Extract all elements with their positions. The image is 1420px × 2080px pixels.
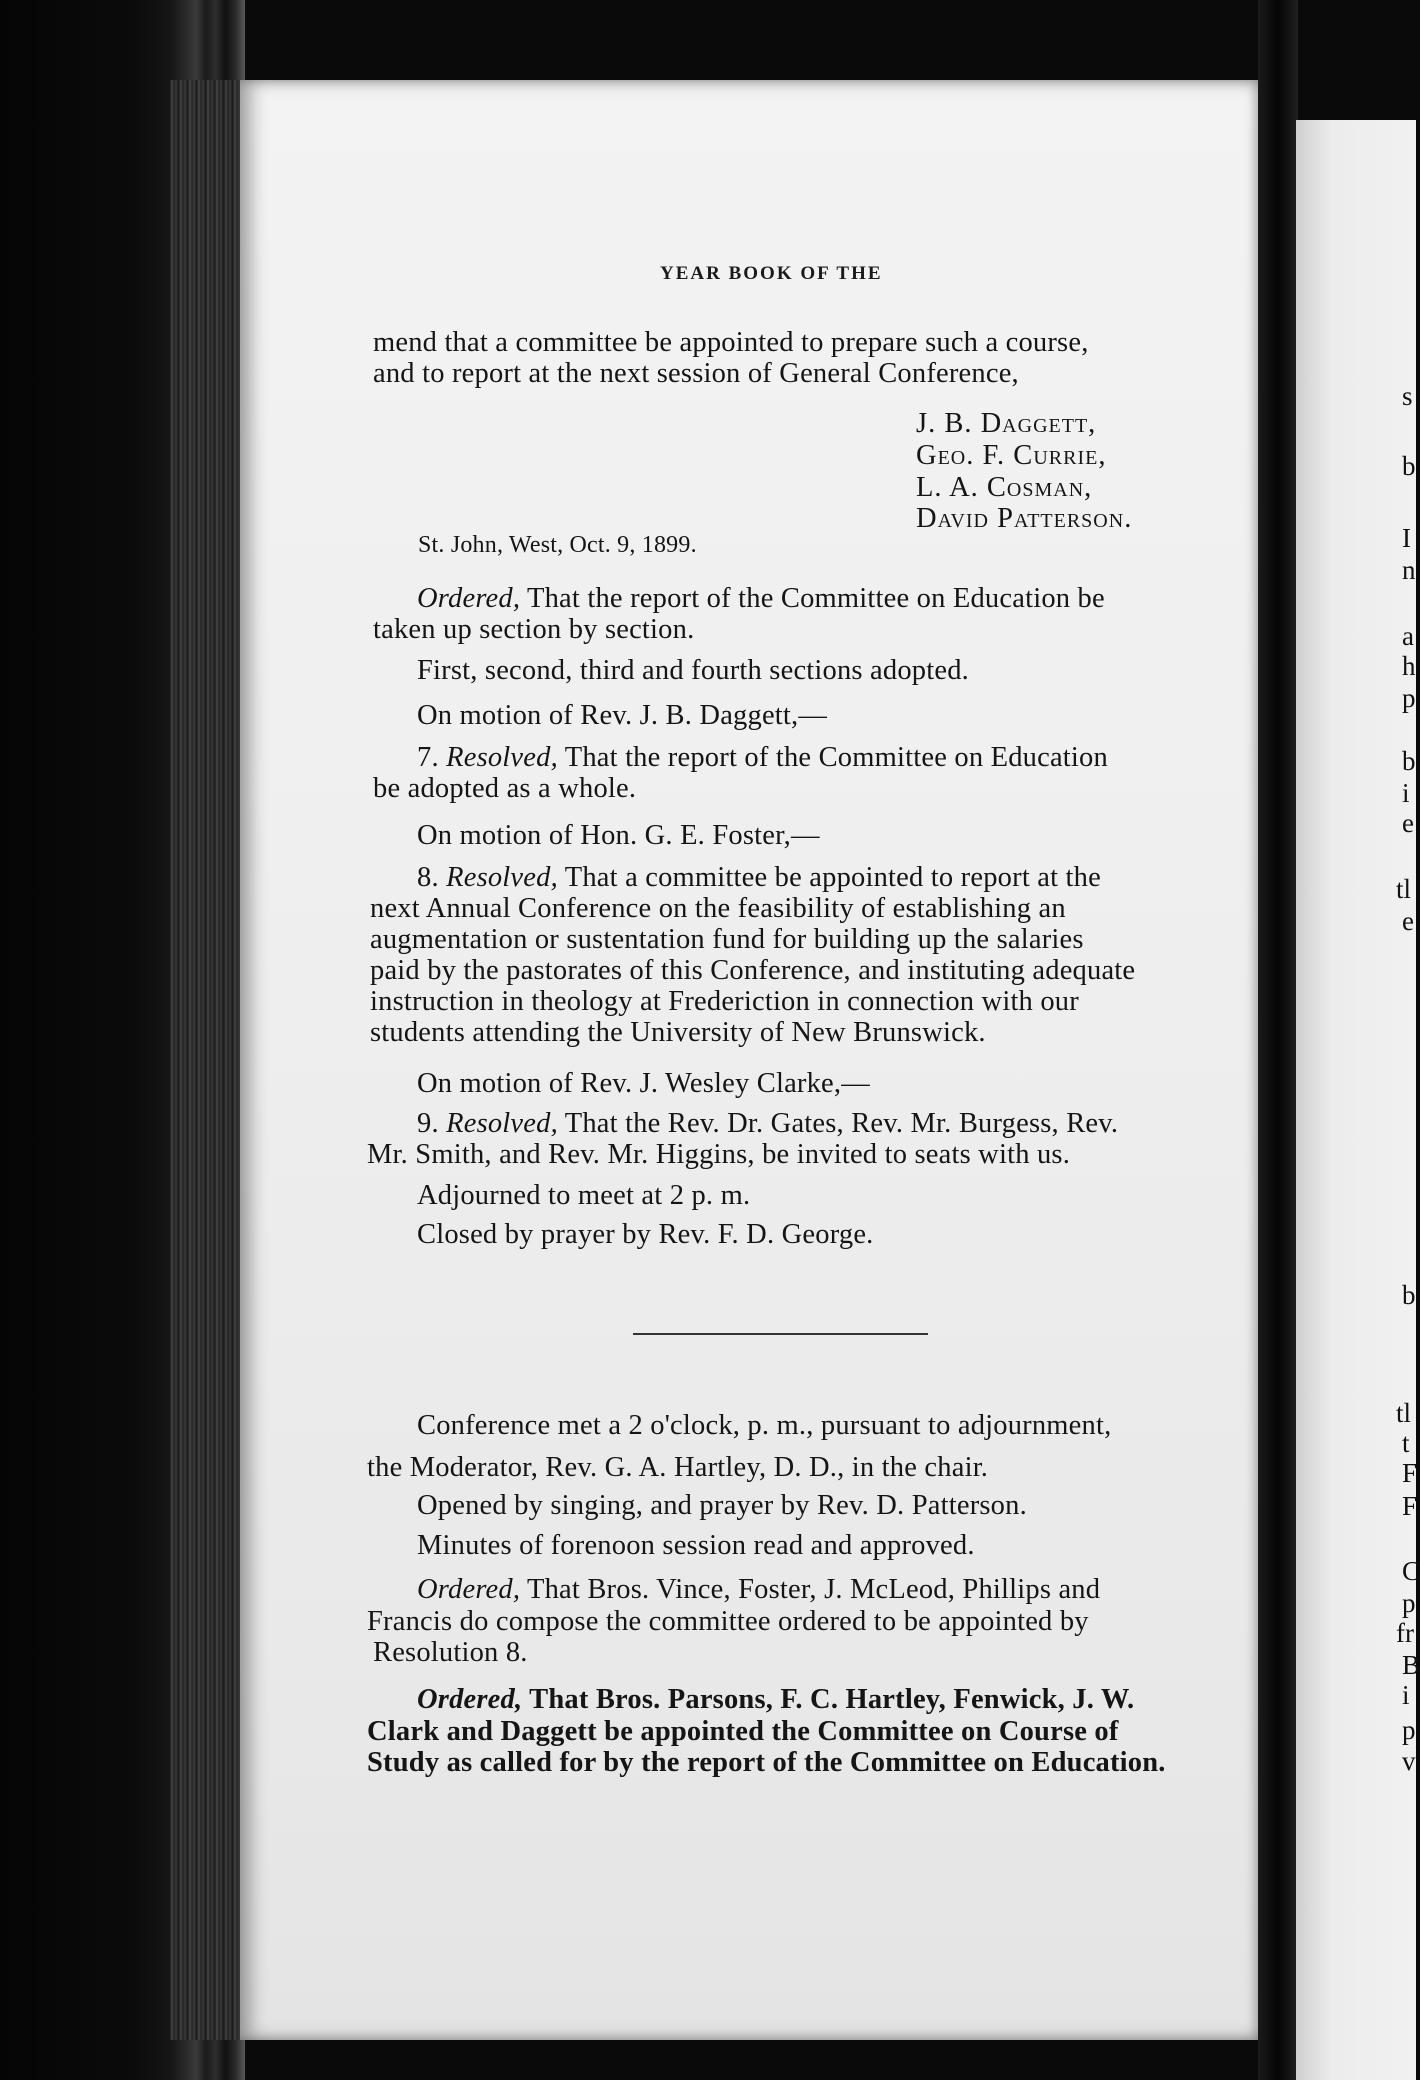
ordered-lead: Ordered, — [417, 1684, 523, 1715]
resolution-line: next Annual Conference on the feasibility of establishing an — [370, 893, 1066, 924]
ordered-line: Resolution 8. — [373, 1637, 528, 1668]
resolution-number: 9. — [417, 1108, 447, 1139]
ordered-lead: Ordered, — [417, 1574, 521, 1605]
ordered-line: Francis do compose the committee ordered to be appointed by — [367, 1606, 1089, 1637]
next-page-fragment: p — [1402, 1588, 1416, 1618]
resolution-number: 7. — [417, 742, 447, 773]
ordered-line: taken up section by section. — [373, 614, 695, 645]
next-page-fragment: s — [1402, 381, 1413, 411]
ordered-text: That Bros. Vince, Foster, J. McLeod, Phillips and — [520, 1574, 1101, 1605]
resolution-line: be adopted as a whole. — [373, 773, 637, 804]
next-page-fragment: a — [1402, 621, 1414, 651]
ordered-line: Clark and Daggett be appointed the Committee on Course of — [367, 1716, 1119, 1747]
next-page-fragment: t — [1402, 1428, 1410, 1458]
next-page-fragment: i — [1402, 1680, 1410, 1710]
next-page-fragment: i — [1402, 778, 1410, 808]
resolution-lead: Resolved, — [446, 742, 558, 773]
next-page-fragment: I — [1402, 523, 1411, 553]
resolution-text: That the Rev. Dr. Gates, Rev. Mr. Burgess, Rev. — [557, 1108, 1119, 1139]
signatory: David Patterson. — [916, 503, 1133, 534]
signatory: Geo. F. Currie, — [916, 440, 1107, 471]
next-page-fragment: tl — [1396, 1398, 1412, 1428]
ordered-lead: Ordered, — [417, 583, 521, 614]
next-page-fragment: e — [1402, 906, 1414, 936]
next-page-fragment: v — [1402, 1746, 1416, 1776]
signatory: J. B. Daggett, — [916, 408, 1097, 439]
adjourned-line: Adjourned to meet at 2 p. m. — [417, 1180, 751, 1211]
next-page-fragment: F — [1402, 1491, 1418, 1521]
next-page-fragment: b — [1402, 451, 1416, 481]
resolution-line — [417, 1108, 1118, 1139]
report-continuation-line: mend that a committee be appointed to prepare such a course, — [373, 327, 1089, 358]
resolution-text: That the report of the Committee on Education — [557, 742, 1108, 773]
next-page-fragment: e — [1402, 808, 1414, 838]
next-page-fragment: F — [1402, 1458, 1418, 1488]
resolution-text: That a committee be appointed to report at the — [557, 862, 1101, 893]
resolution-line: paid by the pastorates of this Conference, and instituting adequate — [370, 955, 1136, 986]
next-page-fragment: n — [1402, 555, 1416, 585]
resolution-number: 8. — [417, 862, 447, 893]
resolution-line — [417, 862, 1101, 893]
ordered-line — [417, 1684, 1134, 1715]
resolution-line — [417, 742, 1108, 773]
afternoon-line: the Moderator, Rev. G. A. Hartley, D. D., in the chair. — [367, 1452, 989, 1483]
next-page-fragment: tl — [1396, 874, 1412, 904]
sections-adopted: First, second, third and fourth sections adopted. — [417, 655, 969, 686]
next-page-fragment: p — [1402, 683, 1416, 713]
ordered-text: That the report of the Committee on Education be — [520, 583, 1105, 614]
running-header: YEAR BOOK OF THE — [660, 263, 883, 284]
next-page-fragment: C — [1402, 1556, 1420, 1586]
motion-line: On motion of Hon. G. E. Foster,— — [417, 820, 820, 851]
place-date: St. John, West, Oct. 9, 1899. — [418, 532, 697, 558]
signatory: L. A. Cosman, — [916, 472, 1093, 503]
closed-line: Closed by prayer by Rev. F. D. George. — [417, 1219, 874, 1250]
spine-page-edges — [170, 80, 240, 2040]
section-divider — [633, 1333, 928, 1335]
book-gutter — [1258, 0, 1298, 2080]
next-page-fragment: p — [1402, 1715, 1416, 1745]
minutes-line: Minutes of forenoon session read and approved. — [417, 1530, 975, 1561]
report-continuation-line: and to report at the next session of General Conference, — [373, 358, 1019, 389]
ordered-line — [417, 583, 1105, 614]
next-page-fragment: h — [1402, 651, 1416, 681]
next-page-fragment: B — [1402, 1650, 1420, 1680]
resolution-line: instruction in theology at Frederiction in connection with our — [370, 986, 1079, 1017]
ordered-line: Study as called for by the report of the Committee on Education. — [367, 1747, 1166, 1778]
ordered-text: That Bros. Parsons, F. C. Hartley, Fenwick, J. W. — [522, 1684, 1135, 1715]
ordered-line — [417, 1574, 1100, 1605]
motion-line: On motion of Rev. J. B. Daggett,— — [417, 700, 828, 731]
next-page-fragment: b — [1402, 746, 1416, 776]
resolution-line: students attending the University of New Brunswick. — [370, 1017, 986, 1048]
resolution-lead: Resolved, — [446, 862, 558, 893]
next-page-sliver — [1296, 120, 1420, 2080]
afternoon-line: Conference met a 2 o'clock, p. m., pursuant to adjournment, — [417, 1410, 1112, 1441]
opened-line: Opened by singing, and prayer by Rev. D. Patterson. — [417, 1490, 1027, 1521]
next-page-fragment: fr — [1396, 1618, 1414, 1648]
resolution-line: augmentation or sustentation fund for building up the salaries — [370, 924, 1084, 955]
resolution-lead: Resolved, — [446, 1108, 558, 1139]
resolution-line: Mr. Smith, and Rev. Mr. Higgins, be invited to seats with us. — [367, 1139, 1071, 1170]
motion-line: On motion of Rev. J. Wesley Clarke,— — [417, 1068, 870, 1099]
next-page-fragment: b — [1402, 1280, 1416, 1310]
